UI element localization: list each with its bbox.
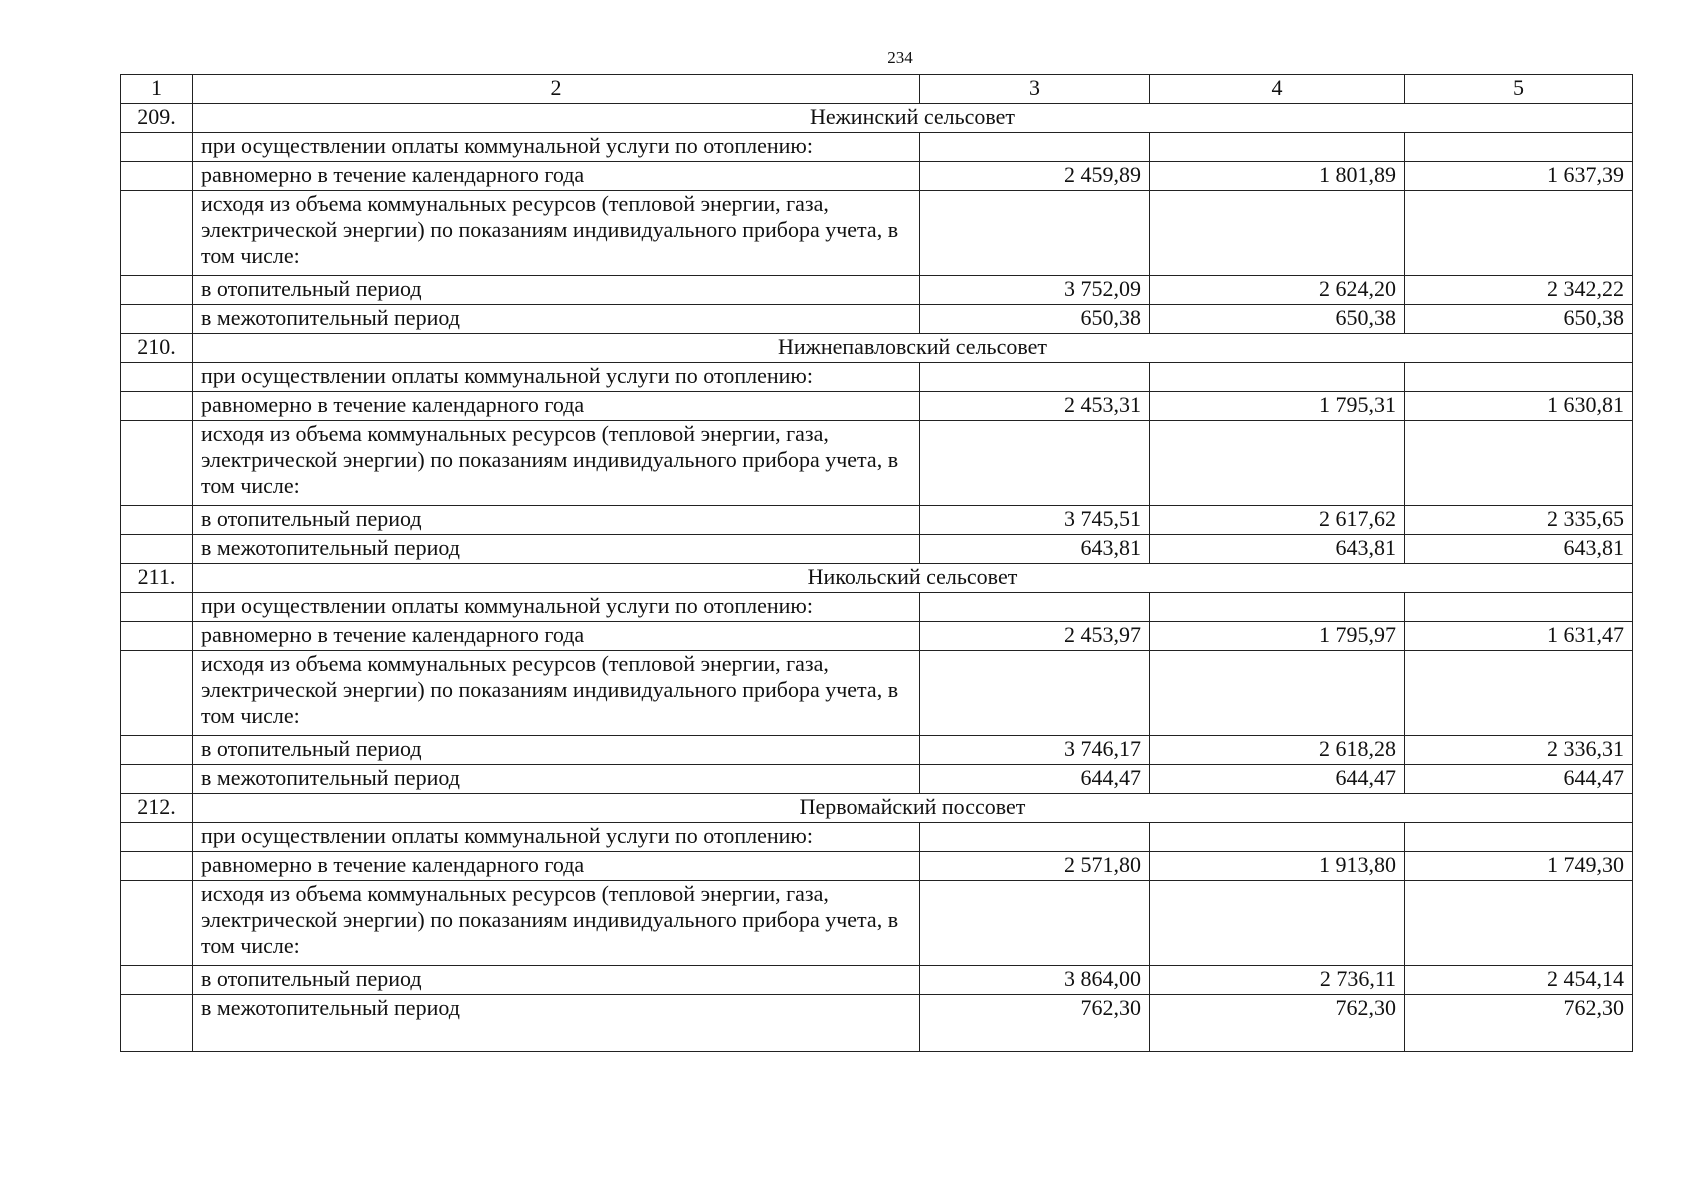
value-col-3: 2 453,97	[920, 622, 1150, 651]
value-col-5: 1 637,39	[1405, 162, 1633, 191]
table-header-row	[121, 75, 1633, 104]
value-col-5	[1405, 133, 1633, 162]
section-number: 212.	[121, 794, 193, 823]
row-number-cell	[121, 305, 193, 334]
value-col-5: 1 749,30	[1405, 852, 1633, 881]
table-row	[121, 191, 1633, 276]
value-col-3	[920, 133, 1150, 162]
table-row	[121, 506, 1633, 535]
table-row	[121, 162, 1633, 191]
row-number-cell	[121, 506, 193, 535]
value-col-3: 3 864,00	[920, 966, 1150, 995]
table-row	[121, 966, 1633, 995]
row-number-cell	[121, 593, 193, 622]
section-number: 211.	[121, 564, 193, 593]
row-label: в отопительный период	[193, 506, 920, 535]
table-row	[121, 852, 1633, 881]
value-col-4: 1 913,80	[1150, 852, 1405, 881]
value-col-5: 644,47	[1405, 765, 1633, 794]
row-number-cell	[121, 363, 193, 392]
value-col-5: 762,30	[1405, 995, 1633, 1052]
header-cell-4: 4	[1150, 75, 1405, 104]
table-row	[121, 392, 1633, 421]
value-col-3	[920, 881, 1150, 966]
row-label: исходя из объема коммунальных ресурсов (тепловой энергии, газа, электрической энергии) по показаниям индивидуального прибора учета, в том числе:	[193, 651, 920, 736]
tariff-table	[120, 74, 1633, 1052]
value-col-3: 3 746,17	[920, 736, 1150, 765]
value-col-5	[1405, 881, 1633, 966]
row-number-cell	[121, 881, 193, 966]
value-col-3	[920, 823, 1150, 852]
value-col-4: 2 618,28	[1150, 736, 1405, 765]
value-col-4	[1150, 881, 1405, 966]
value-col-3: 3 752,09	[920, 276, 1150, 305]
value-col-5: 2 335,65	[1405, 506, 1633, 535]
value-col-3: 2 453,31	[920, 392, 1150, 421]
row-label: в межотопительный период	[193, 765, 920, 794]
row-label: исходя из объема коммунальных ресурсов (тепловой энергии, газа, электрической энергии) по показаниям индивидуального прибора учета, в том числе:	[193, 421, 920, 506]
row-label: равномерно в течение календарного года	[193, 622, 920, 651]
row-label: равномерно в течение календарного года	[193, 162, 920, 191]
header-cell-2: 2	[193, 75, 920, 104]
value-col-4: 643,81	[1150, 535, 1405, 564]
value-col-3	[920, 363, 1150, 392]
value-col-4	[1150, 651, 1405, 736]
table-row	[121, 363, 1633, 392]
row-number-cell	[121, 535, 193, 564]
row-label: в межотопительный период	[193, 535, 920, 564]
section-header-row	[121, 564, 1633, 593]
row-number-cell	[121, 276, 193, 305]
row-label: при осуществлении оплаты коммунальной услуги по отоплению:	[193, 593, 920, 622]
value-col-4: 2 736,11	[1150, 966, 1405, 995]
row-label: при осуществлении оплаты коммунальной услуги по отоплению:	[193, 133, 920, 162]
table-row	[121, 651, 1633, 736]
value-col-5: 1 630,81	[1405, 392, 1633, 421]
row-number-cell	[121, 421, 193, 506]
row-number-cell	[121, 133, 193, 162]
value-col-4: 650,38	[1150, 305, 1405, 334]
row-number-cell	[121, 191, 193, 276]
table-row	[121, 133, 1633, 162]
section-title: Нижнепавловский сельсовет	[193, 334, 1633, 363]
value-col-4	[1150, 133, 1405, 162]
value-col-3	[920, 651, 1150, 736]
row-number-cell	[121, 651, 193, 736]
table-row	[121, 622, 1633, 651]
value-col-4: 762,30	[1150, 995, 1405, 1052]
value-col-3: 2 571,80	[920, 852, 1150, 881]
section-header-row	[121, 104, 1633, 133]
row-number-cell	[121, 966, 193, 995]
header-cell-3: 3	[920, 75, 1150, 104]
value-col-3: 650,38	[920, 305, 1150, 334]
value-col-5: 1 631,47	[1405, 622, 1633, 651]
value-col-4: 2 624,20	[1150, 276, 1405, 305]
row-label: в отопительный период	[193, 276, 920, 305]
table-row	[121, 736, 1633, 765]
row-number-cell	[121, 162, 193, 191]
value-col-4: 1 795,31	[1150, 392, 1405, 421]
table-row	[121, 765, 1633, 794]
value-col-5: 2 342,22	[1405, 276, 1633, 305]
value-col-5	[1405, 651, 1633, 736]
value-col-4: 2 617,62	[1150, 506, 1405, 535]
value-col-3: 644,47	[920, 765, 1150, 794]
value-col-3	[920, 421, 1150, 506]
header-cell-5: 5	[1405, 75, 1633, 104]
value-col-3	[920, 191, 1150, 276]
table-row	[121, 881, 1633, 966]
section-title: Никольский сельсовет	[193, 564, 1633, 593]
value-col-3: 2 459,89	[920, 162, 1150, 191]
row-number-cell	[121, 823, 193, 852]
value-col-4	[1150, 823, 1405, 852]
value-col-4	[1150, 363, 1405, 392]
table-row	[121, 276, 1633, 305]
header-cell-1: 1	[121, 75, 193, 104]
row-number-cell	[121, 622, 193, 651]
row-number-cell	[121, 736, 193, 765]
value-col-5: 2 336,31	[1405, 736, 1633, 765]
row-label: в межотопительный период	[193, 995, 920, 1052]
row-label: при осуществлении оплаты коммунальной услуги по отоплению:	[193, 363, 920, 392]
row-number-cell	[121, 392, 193, 421]
section-header-row	[121, 794, 1633, 823]
row-number-cell	[121, 995, 193, 1052]
value-col-5: 643,81	[1405, 535, 1633, 564]
value-col-3: 762,30	[920, 995, 1150, 1052]
value-col-5	[1405, 421, 1633, 506]
row-label: исходя из объема коммунальных ресурсов (тепловой энергии, газа, электрической энергии) по показаниям индивидуального прибора учета, в том числе:	[193, 191, 920, 276]
section-title: Нежинский сельсовет	[193, 104, 1633, 133]
row-label: равномерно в течение календарного года	[193, 852, 920, 881]
table-row	[121, 593, 1633, 622]
row-label: равномерно в течение календарного года	[193, 392, 920, 421]
value-col-4	[1150, 593, 1405, 622]
value-col-4: 1 801,89	[1150, 162, 1405, 191]
section-title: Первомайский поссовет	[193, 794, 1633, 823]
table-row	[121, 421, 1633, 506]
value-col-4	[1150, 191, 1405, 276]
value-col-3: 643,81	[920, 535, 1150, 564]
section-header-row	[121, 334, 1633, 363]
row-label: исходя из объема коммунальных ресурсов (тепловой энергии, газа, электрической энергии) по показаниям индивидуального прибора учета, в том числе:	[193, 881, 920, 966]
value-col-5: 2 454,14	[1405, 966, 1633, 995]
row-label: в межотопительный период	[193, 305, 920, 334]
value-col-5	[1405, 191, 1633, 276]
table-body	[121, 75, 1633, 1052]
value-col-5: 650,38	[1405, 305, 1633, 334]
row-number-cell	[121, 852, 193, 881]
table-row	[121, 305, 1633, 334]
row-number-cell	[121, 765, 193, 794]
value-col-5	[1405, 823, 1633, 852]
section-number: 209.	[121, 104, 193, 133]
row-label: при осуществлении оплаты коммунальной услуги по отоплению:	[193, 823, 920, 852]
row-label: в отопительный период	[193, 966, 920, 995]
value-col-4	[1150, 421, 1405, 506]
value-col-4: 1 795,97	[1150, 622, 1405, 651]
section-number: 210.	[121, 334, 193, 363]
row-label: в отопительный период	[193, 736, 920, 765]
table-row	[121, 995, 1633, 1052]
table-row	[121, 823, 1633, 852]
value-col-3: 3 745,51	[920, 506, 1150, 535]
page-number: 234	[887, 48, 913, 67]
table-row	[121, 535, 1633, 564]
value-col-4: 644,47	[1150, 765, 1405, 794]
value-col-5	[1405, 363, 1633, 392]
value-col-3	[920, 593, 1150, 622]
value-col-5	[1405, 593, 1633, 622]
